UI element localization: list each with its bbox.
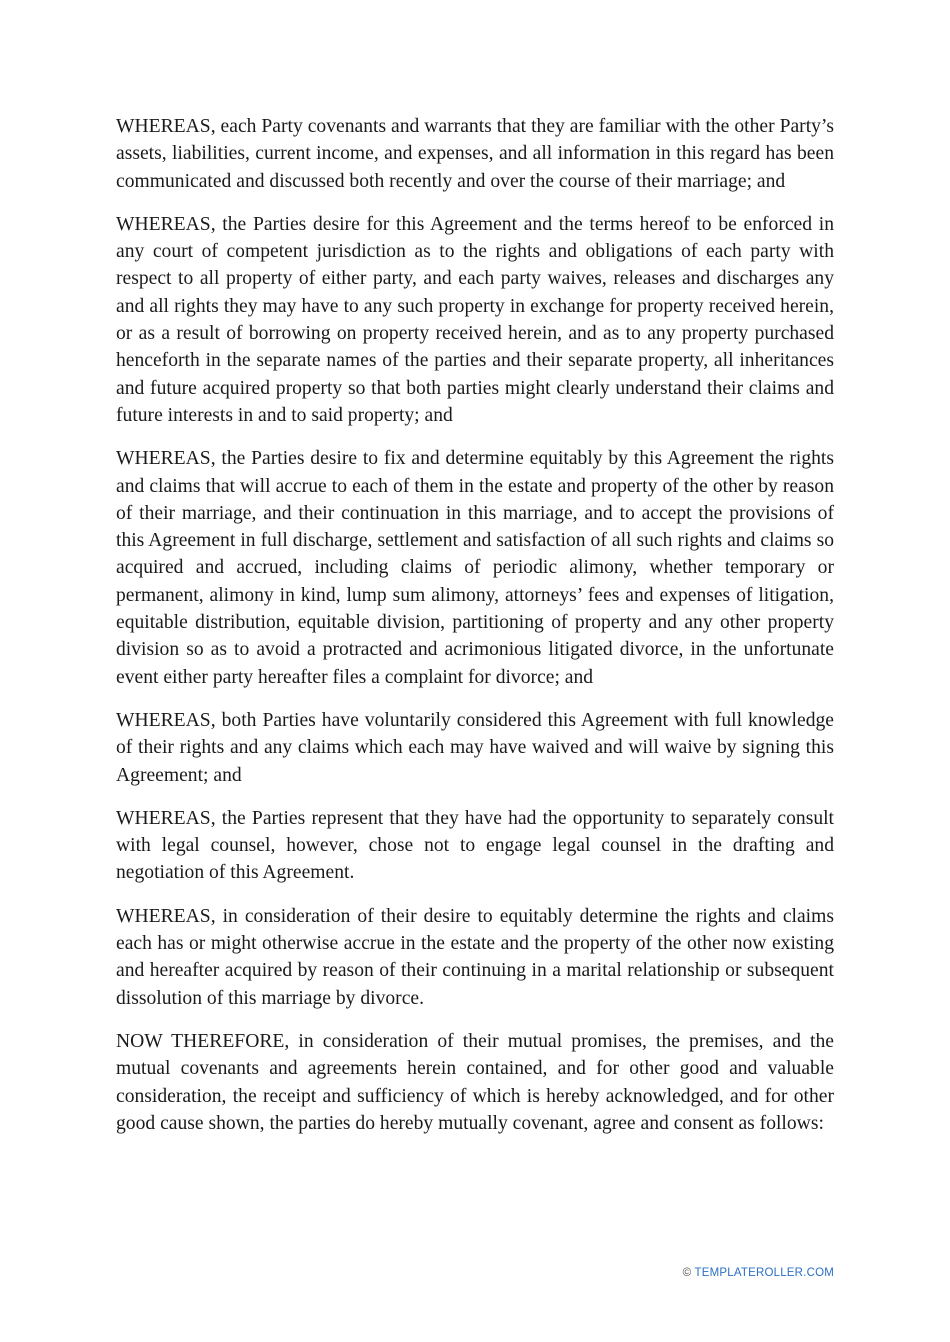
paragraph-whereas-voluntarily: WHEREAS, both Parties have voluntarily considered this Agreement with full knowledge of their rights and any claims which each may have waived and will waive by signing this Agreement; and <box>116 709 834 786</box>
document-body <box>116 113 834 1153</box>
paragraph-whereas-legal-counsel: WHEREAS, the Parties represent that they have had the opportunity to separately consult with legal counsel, however, chose not to engage legal counsel in the drafting and negotiation of this Agreement. <box>116 807 834 884</box>
templateroller-link[interactable]: TEMPLATEROLLER.COM <box>694 1267 834 1279</box>
paragraph-whereas-consideration: WHEREAS, in consideration of their desire to equitably determine the rights and claims each has or might otherwise accrue in the estate and the property of the other now existing and hereafter acquired by reason of their continuing in a marital relationship or subsequent dissolution of this marriage by divorce. <box>116 905 834 1009</box>
copyright-symbol: © <box>682 1267 692 1279</box>
paragraph-whereas-familiar-assets: WHEREAS, each Party covenants and warrants that they are familiar with the other Party’s assets, liabilities, current income, and expenses, and all information in this regard has been communicated and discussed both recently and over the course of their marriage; and <box>116 116 834 192</box>
footer-copyright <box>683 1267 834 1279</box>
paragraph-whereas-fix-determine: WHEREAS, the Parties desire to fix and determine equitably by this Agreement the rights and claims that will accrue to each of them in the estate and property of the other by reason of their marriage, and their continuation in this marriage, and to accept the provisions of this Agreement in full discharge, settlement and satisfaction of all such rights and claims so acquired and accrued, including claims of periodic alimony, whether temporary or permanent, alimony in kind, lump sum alimony, attorneys’ fees and expenses of litigation, equitable distribution, equitable division, partitioning of property and any other property division so as to avoid a protracted and acrimonious litigated divorce, in the unfortunate event either party hereafter files a complaint for divorce; and <box>116 448 834 688</box>
paragraph-now-therefore: NOW THEREFORE, in consideration of their mutual promises, the premises, and the mutual covenants and agreements herein contained, and for other good and valuable consideration, the receipt and sufficiency of which is hereby acknowledged, and for other good cause shown, the parties do hereby mutually covenant, agree and consent as follows: <box>116 1030 834 1134</box>
paragraph-whereas-enforced: WHEREAS, the Parties desire for this Agreement and the terms hereof to be enforced in any court of competent jurisdiction as to the rights and obligations of each party with respect to all property of either party, and each party waives, releases and discharges any and all rights they may have to any such property in exchange for property received herein, or as a result of borrowing on property received herein, and as to any property purchased henceforth in the separate names of the parties and their separate property, all inheritances and future acquired property so that both parties might clearly understand their claims and future interests in and to said property; and <box>116 213 834 426</box>
